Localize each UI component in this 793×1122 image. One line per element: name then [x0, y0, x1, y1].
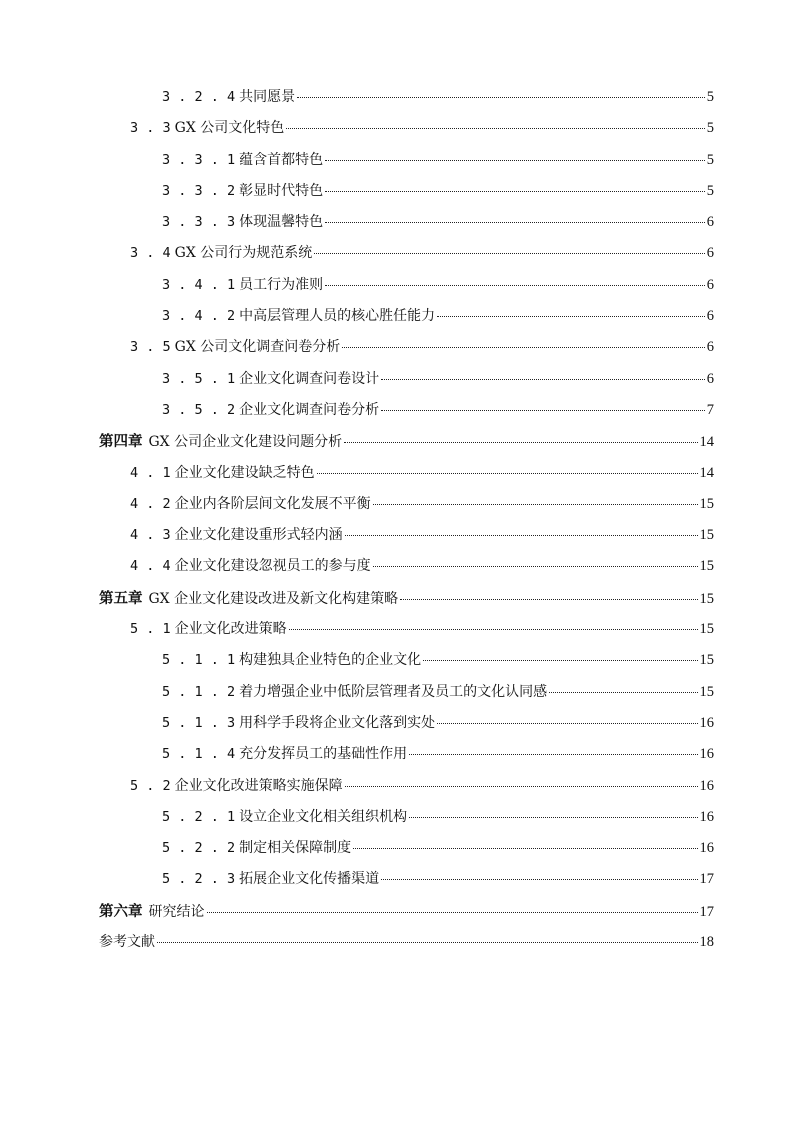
- toc-entry[interactable]: [0, 831, 793, 862]
- dot-leader: [345, 535, 698, 536]
- toc-line: [162, 681, 714, 701]
- dot-leader: [314, 253, 705, 254]
- toc-line: [162, 305, 714, 325]
- toc-entry[interactable]: [0, 424, 793, 455]
- entry-title: GX 企业文化建设改进及新文化构建策略: [148, 590, 399, 607]
- page-number: 6: [706, 276, 714, 293]
- toc-line: [162, 868, 714, 888]
- toc-line: [130, 462, 714, 482]
- dot-leader: [325, 222, 705, 223]
- toc-line: [162, 649, 714, 669]
- page-number: 17: [699, 903, 714, 920]
- page-number: 15: [699, 495, 714, 512]
- dot-leader: [325, 160, 705, 161]
- toc-entry[interactable]: [0, 236, 793, 267]
- page-number: 15: [699, 683, 714, 700]
- toc-line: [99, 587, 714, 608]
- toc-line: [99, 430, 714, 451]
- toc-line: [99, 931, 714, 951]
- toc-entry[interactable]: [0, 174, 793, 205]
- section-number: 5 . 1 . 3: [162, 714, 236, 731]
- toc-entry[interactable]: [0, 675, 793, 706]
- entry-title: 企业文化改进策略实施保障: [174, 777, 343, 794]
- dot-leader: [286, 128, 705, 129]
- page-number: 6: [706, 214, 714, 231]
- dot-leader: [409, 754, 697, 755]
- dot-leader: [381, 879, 697, 880]
- page-number: 6: [706, 370, 714, 387]
- toc-entry[interactable]: [0, 800, 793, 831]
- toc-line: [130, 775, 714, 795]
- page-number: 6: [706, 339, 714, 356]
- page-number: 15: [699, 558, 714, 575]
- section-number: 3 . 4: [130, 245, 171, 262]
- dot-leader: [317, 473, 698, 474]
- dot-leader: [342, 347, 705, 348]
- toc-entry[interactable]: [0, 111, 793, 142]
- dot-leader: [207, 912, 698, 913]
- chapter-label: 第六章: [99, 902, 143, 920]
- toc-entry[interactable]: [0, 487, 793, 518]
- entry-title: 员工行为准则: [239, 276, 324, 293]
- dot-leader: [345, 786, 698, 787]
- toc-entry[interactable]: [0, 925, 793, 956]
- entry-title: GX 公司行为规范系统: [174, 245, 313, 262]
- toc-entry[interactable]: [0, 612, 793, 643]
- section-number: 4 . 1: [130, 464, 171, 481]
- dot-leader: [437, 723, 697, 724]
- page-number: 17: [699, 871, 714, 888]
- toc-line: [130, 618, 714, 638]
- entry-title: 蕴含首都特色: [239, 151, 324, 168]
- toc-line: [130, 524, 714, 544]
- dot-leader: [381, 379, 705, 380]
- toc-line: [130, 336, 714, 356]
- chapter-label: 第四章: [99, 433, 143, 451]
- section-number: 3 . 4 . 1: [162, 276, 236, 293]
- entry-title: 企业内各阶层间文化发展不平衡: [174, 495, 371, 512]
- page-number: 5: [706, 182, 714, 199]
- toc-entry[interactable]: [0, 643, 793, 674]
- section-number: 5 . 1: [130, 621, 171, 638]
- toc-line: [162, 86, 714, 106]
- toc-line: [162, 149, 714, 169]
- toc-entry[interactable]: [0, 393, 793, 424]
- entry-title: 构建独具企业特色的企业文化: [239, 652, 422, 669]
- toc-entry[interactable]: [0, 205, 793, 236]
- toc-line: [162, 368, 714, 388]
- page-number: 15: [699, 527, 714, 544]
- toc-line: [130, 555, 714, 575]
- section-number: 5 . 1 . 2: [162, 683, 236, 700]
- toc-entry[interactable]: [0, 518, 793, 549]
- dot-leader: [297, 97, 705, 98]
- toc-entry[interactable]: [0, 299, 793, 330]
- toc-line: [162, 274, 714, 294]
- dot-leader: [289, 629, 698, 630]
- section-number: 4 . 3: [130, 527, 171, 544]
- page-number: 16: [699, 746, 714, 763]
- entry-title: 中高层管理人员的核心胜任能力: [239, 308, 436, 325]
- section-number: 5 . 2 . 2: [162, 840, 236, 857]
- toc-entry[interactable]: [0, 862, 793, 893]
- toc-line: [162, 837, 714, 857]
- entry-title: 企业文化改进策略: [174, 621, 287, 638]
- toc-line: [130, 117, 714, 137]
- entry-title: 参考文献: [99, 934, 155, 951]
- entry-title: GX 公司企业文化建设问题分析: [148, 434, 343, 451]
- dot-leader: [373, 566, 698, 567]
- dot-leader: [400, 599, 697, 600]
- page-number: 5: [706, 151, 714, 168]
- section-number: 5 . 2 . 3: [162, 871, 236, 888]
- entry-title: 体现温馨特色: [239, 214, 324, 231]
- entry-title: 彰显时代特色: [239, 182, 324, 199]
- entry-title: 设立企业文化相关组织机构: [239, 808, 408, 825]
- dot-leader: [344, 442, 697, 443]
- section-number: 5 . 2: [130, 777, 171, 794]
- dot-leader: [423, 660, 697, 661]
- toc-line: [162, 399, 714, 419]
- page-number: 15: [699, 652, 714, 669]
- section-number: 3 . 5: [130, 339, 171, 356]
- entry-title: 制定相关保障制度: [239, 840, 352, 857]
- toc-line: [130, 493, 714, 513]
- entry-title: 用科学手段将企业文化落到实处: [239, 714, 436, 731]
- toc-line: [99, 900, 714, 921]
- entry-title: 企业文化建设缺乏特色: [174, 464, 315, 481]
- dot-leader: [325, 191, 705, 192]
- toc-entry[interactable]: [0, 143, 793, 174]
- page-number: 16: [699, 714, 714, 731]
- section-number: 3 . 3 . 1: [162, 151, 236, 168]
- page-number: 6: [706, 308, 714, 325]
- page-number: 6: [706, 245, 714, 262]
- entry-title: GX 公司文化调查问卷分析: [174, 339, 341, 356]
- page-number: 5: [706, 120, 714, 137]
- chapter-label: 第五章: [99, 589, 143, 607]
- section-number: 3 . 5 . 1: [162, 370, 236, 387]
- page-number: 15: [699, 621, 714, 638]
- toc-entry[interactable]: [0, 894, 793, 925]
- page-number: 16: [699, 840, 714, 857]
- page-number: 5: [706, 89, 714, 105]
- toc-line: [162, 180, 714, 200]
- toc-line: [162, 712, 714, 732]
- entry-title: 企业文化调查问卷设计: [239, 370, 380, 387]
- page-number: 16: [699, 808, 714, 825]
- entry-title: 着力增强企业中低阶层管理者及员工的文化认同感: [239, 683, 548, 700]
- dot-leader: [437, 316, 705, 317]
- section-number: 5 . 1 . 4: [162, 746, 236, 763]
- toc-entry[interactable]: [0, 769, 793, 800]
- toc-entry[interactable]: [0, 581, 793, 612]
- page-number: 14: [699, 434, 714, 451]
- dot-leader: [381, 410, 705, 411]
- entry-title: 拓展企业文化传播渠道: [239, 871, 380, 888]
- toc-entry[interactable]: [0, 549, 793, 580]
- page-number: 16: [699, 777, 714, 794]
- toc-line: [162, 211, 714, 231]
- dot-leader: [325, 285, 705, 286]
- entry-title: 企业文化建设忽视员工的参与度: [174, 558, 371, 575]
- dot-leader: [373, 504, 698, 505]
- page-number: 18: [699, 934, 714, 951]
- section-number: 3 . 3 . 2: [162, 182, 236, 199]
- section-number: 3 . 3 . 3: [162, 214, 236, 231]
- dot-leader: [353, 848, 697, 849]
- page-number: 7: [706, 401, 714, 418]
- section-number: 3 . 3: [130, 120, 171, 137]
- toc-entry[interactable]: [0, 456, 793, 487]
- entry-title: 共同愿景: [239, 89, 296, 105]
- toc-entry[interactable]: [0, 80, 793, 111]
- toc-entry[interactable]: [0, 268, 793, 299]
- entry-title: GX 公司文化特色: [174, 120, 285, 137]
- table-of-contents: [0, 80, 793, 956]
- toc-entry[interactable]: [0, 362, 793, 393]
- dot-leader: [409, 817, 697, 818]
- toc-entry[interactable]: [0, 706, 793, 737]
- entry-title: 充分发挥员工的基础性作用: [239, 746, 408, 763]
- section-number: 3 . 4 . 2: [162, 308, 236, 325]
- dot-leader: [157, 942, 698, 943]
- entry-title: 企业文化建设重形式轻内涵: [174, 527, 343, 544]
- page-number: 14: [699, 464, 714, 481]
- entry-title: 研究结论: [148, 903, 205, 920]
- section-number: 3 . 5 . 2: [162, 401, 236, 418]
- toc-entry[interactable]: [0, 737, 793, 768]
- section-number: 5 . 2 . 1: [162, 808, 236, 825]
- entry-title: 企业文化调查问卷分析: [239, 401, 380, 418]
- section-number: 4 . 2: [130, 495, 171, 512]
- toc-line: [130, 242, 714, 262]
- toc-entry[interactable]: [0, 330, 793, 361]
- section-number: 5 . 1 . 1: [162, 652, 236, 669]
- toc-line: [162, 806, 714, 826]
- toc-line: [162, 743, 714, 763]
- section-number: 3 . 2 . 4: [162, 89, 236, 105]
- section-number: 4 . 4: [130, 558, 171, 575]
- page-number: 15: [699, 590, 714, 607]
- dot-leader: [549, 692, 697, 693]
